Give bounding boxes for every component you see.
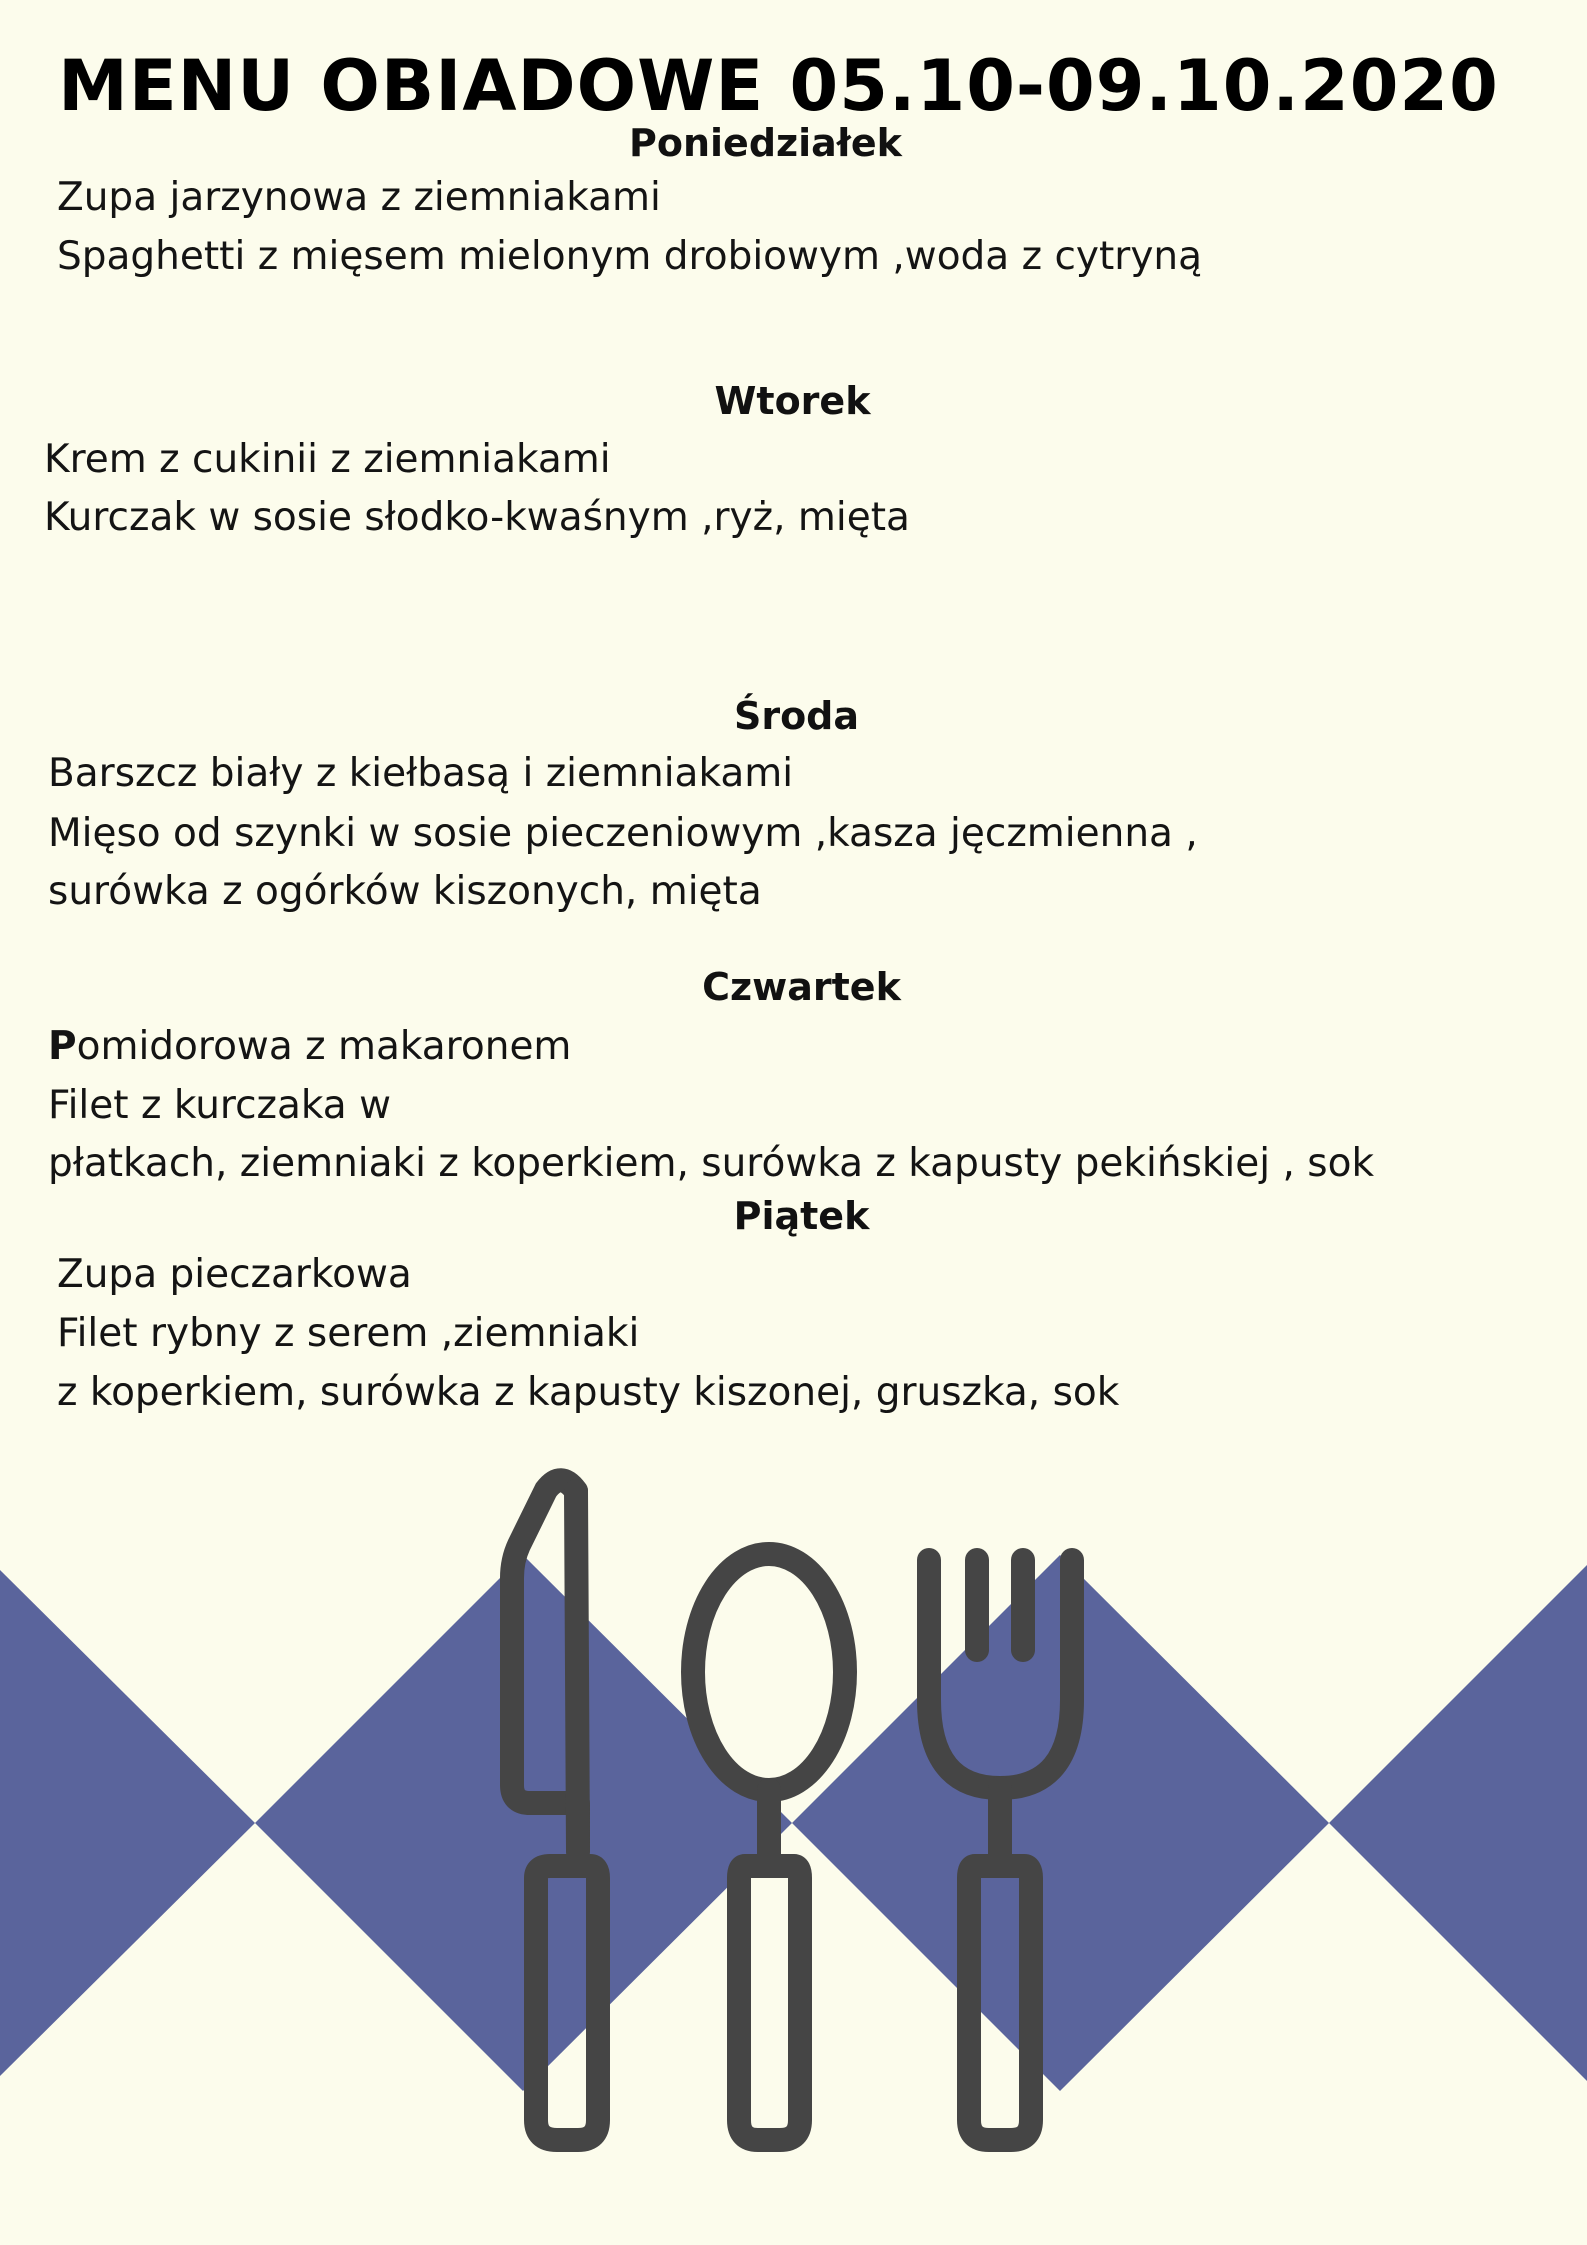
dish-friday-1: Zupa pieczarkowa — [57, 1252, 412, 1297]
dish-wednesday-1: Barszcz biały z kiełbasą i ziemniakami — [48, 751, 794, 796]
dish-monday-1: Zupa jarzynowa z ziemniakami — [57, 175, 661, 220]
dish-thursday-1: Pomidorowa z makaronem — [48, 1024, 572, 1069]
dish-tuesday-1: Krem z cukinii z ziemniakami — [44, 437, 611, 482]
dish-wednesday-2: Mięso od szynki w sosie pieczeniowym ,kasza jęczmienna , — [48, 811, 1198, 856]
day-heading-wednesday: Środa — [733, 694, 860, 738]
day-heading-monday: Poniedziałek — [629, 121, 902, 165]
menu-title: MENU OBIADOWE 05.10-09.10.2020 — [58, 45, 1499, 127]
day-heading-friday: Piątek — [733, 1194, 870, 1238]
dish-wednesday-3: surówka z ogórków kiszonych, mięta — [48, 869, 762, 914]
day-heading-thursday: Czwartek — [702, 965, 901, 1009]
dish-thursday-2: Filet z kurczaka w — [48, 1083, 392, 1128]
day-heading-tuesday: Wtorek — [714, 379, 871, 423]
dish-thursday-3: płatkach, ziemniaki z koperkiem, surówka z kapusty pekińskiej , sok — [48, 1141, 1375, 1186]
dish-tuesday-2: Kurczak w sosie słodko-kwaśnym ,ryż, mięta — [44, 495, 910, 540]
dish-friday-3: z koperkiem, surówka z kapusty kiszonej, gruszka, sok — [57, 1370, 1120, 1415]
dish-monday-2: Spaghetti z mięsem mielonym drobiowym ,woda z cytryną — [57, 234, 1203, 279]
dish-friday-2: Filet rybny z serem ,ziemniaki — [57, 1311, 640, 1356]
